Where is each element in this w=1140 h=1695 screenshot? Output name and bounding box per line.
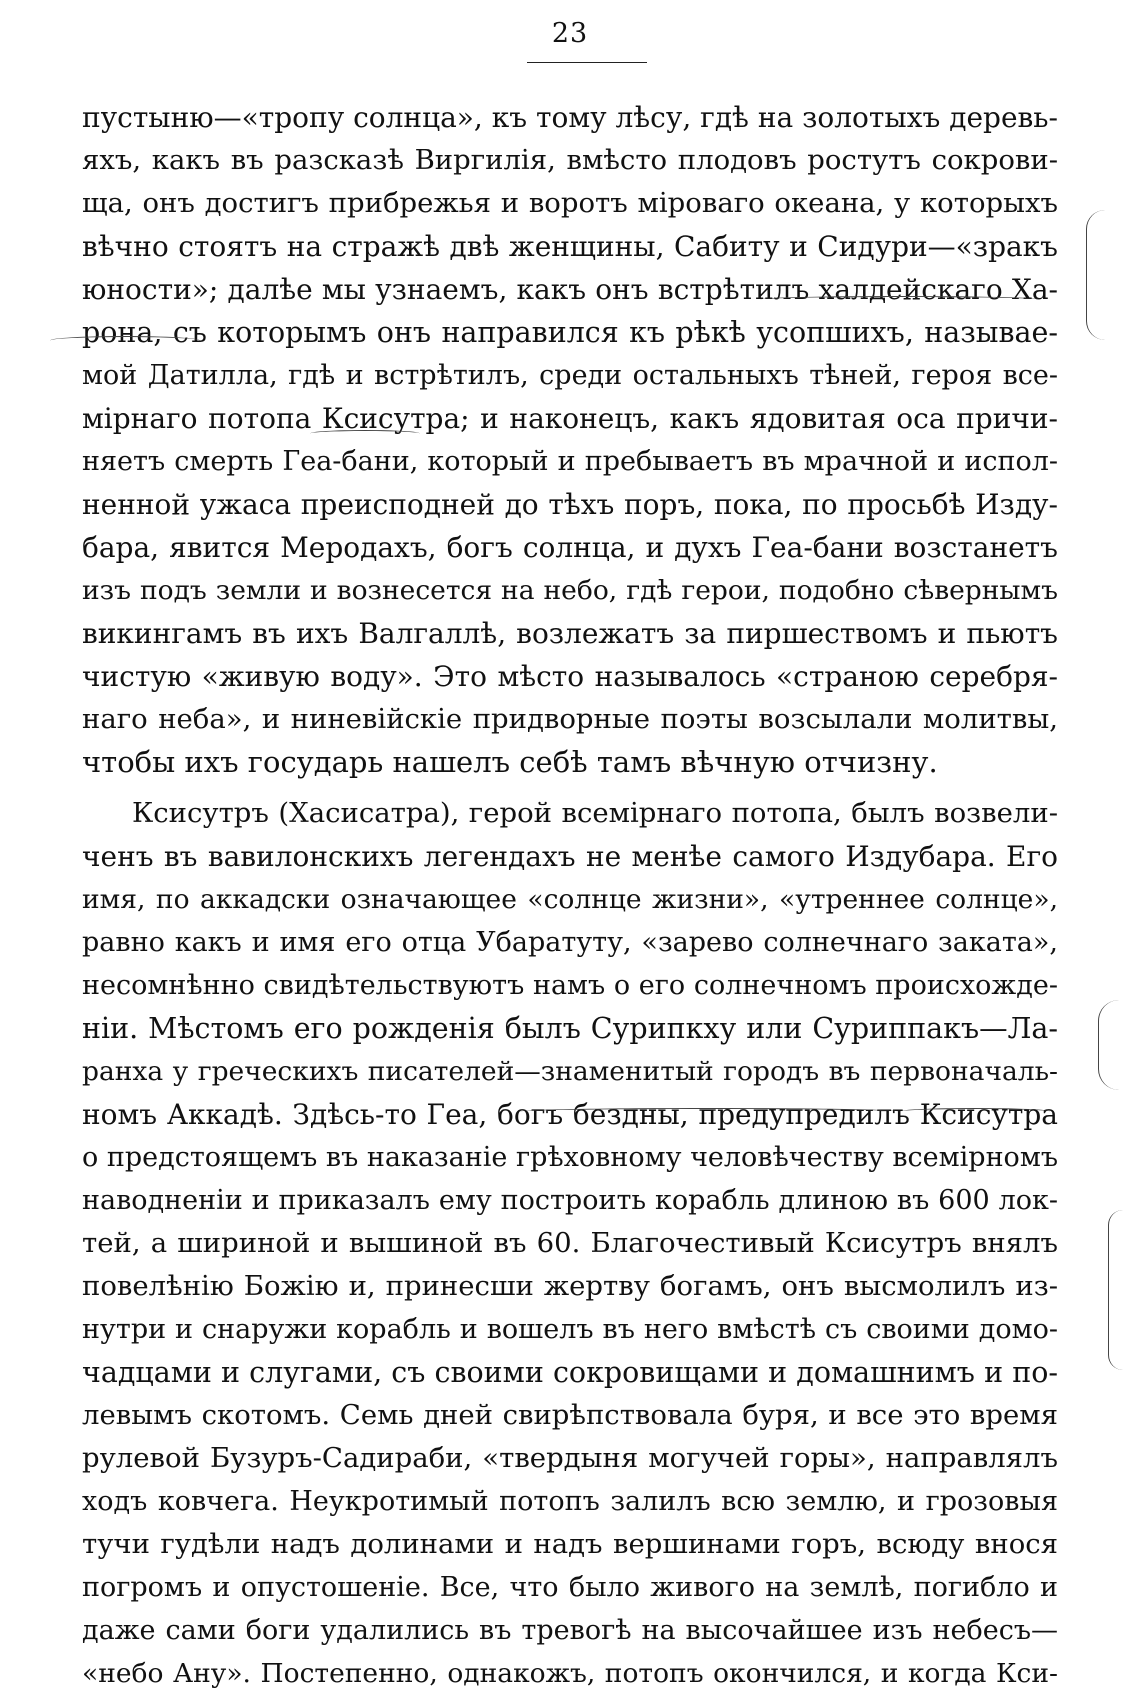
text-line: равно какъ и имя его отца Убаратуту, «зарево солнечнаго заката»,	[82, 927, 1058, 958]
text-line: повелѣнію Божію и, принесши жертву богамъ, онъ высмолилъ из-	[82, 1270, 1058, 1302]
text-line: чадцами и слугами, съ своими сокровищами и домашнимъ и по-	[82, 1356, 1058, 1389]
text-line: чтобы ихъ государь нашелъ себѣ тамъ вѣчную отчизну.	[82, 745, 938, 779]
text-line: рона, съ которымъ онъ направился къ рѣкѣ усопшихъ, называе-	[82, 316, 1058, 349]
text-line: ніи. Мѣстомъ его рожденія былъ Сурипкху или Суриппакъ—Ла-	[82, 1012, 1058, 1045]
header-rule	[527, 62, 647, 63]
underline-mark	[900, 1108, 1050, 1115]
text-line: ща, онъ достигъ прибрежья и воротъ міроваго океана, у которыхъ	[82, 187, 1058, 219]
underline-mark	[50, 336, 200, 345]
text-line: изъ подъ земли и вознесется на небо, гдѣ герои, подобно сѣвернымъ	[82, 575, 1058, 606]
text-line: наводненіи и приказалъ ему построить корабль длиною въ 600 лок-	[82, 1185, 1058, 1216]
text-line: даже сами боги удалились въ тревогѣ на высочайшее изъ небесъ—	[82, 1615, 1058, 1646]
margin-bracket-mark	[1098, 1000, 1119, 1090]
text-line: ненной ужаса преисподней до тѣхъ поръ, пока, по просьбѣ Изду-	[82, 488, 1058, 521]
underline-mark	[520, 1108, 900, 1115]
text-line: «небо Ану». Постепенно, однакожъ, потопъ окончился, и когда Кси-	[82, 1658, 1058, 1689]
margin-bracket-mark	[1086, 210, 1105, 340]
text-line: викингамъ въ ихъ Валгаллѣ, возлежатъ за пиршествомъ и пьютъ	[82, 617, 1058, 650]
text-line: нутри и снаружи корабль и вошелъ въ него вмѣстѣ съ своими домо-	[82, 1314, 1058, 1345]
body-text	[82, 96, 1058, 1695]
text-line: тей, а шириной и вышиной въ 60. Благочестивый Ксисутръ внялъ	[82, 1227, 1058, 1259]
text-line: мірнаго потопа Ксисутра; и наконецъ, какъ ядовитая оса причи-	[82, 402, 1058, 435]
text-line: чистую «живую воду». Это мѣсто называлось «страною серебря-	[82, 660, 1058, 693]
text-line: ходъ ковчега. Неукротимый потопъ залилъ всю землю, и грозовыя	[82, 1486, 1058, 1517]
text-line: наго неба», и ниневійскіе придворные поэты возсылали молитвы,	[82, 703, 1058, 735]
paragraph-gap	[82, 784, 1058, 792]
text-line: левымъ скотомъ. Семь дней свирѣпствовала буря, и все это время	[82, 1399, 1058, 1431]
text-line: вѣчно стоятъ на стражѣ двѣ женщины, Сабиту и Сидури—«зракъ	[82, 230, 1058, 263]
text-line: юности»; далѣе мы узнаемъ, какъ онъ встрѣтилъ халдейскаго Ха-	[82, 273, 1058, 306]
text-line: рулевой Бузуръ-Садираби, «твердыня могучей горы», направлялъ	[82, 1442, 1058, 1474]
text-line: няетъ смерть Геа-бани, который и пребываетъ въ мрачной и испол-	[82, 446, 1058, 477]
text-line: о предстоящемъ въ наказаніе грѣховному человѣчеству всемірномъ	[82, 1142, 1058, 1173]
page-number: 23	[551, 18, 589, 49]
text-line: бара, явится Меродахъ, богъ солнца, и духъ Геа-бани возстанетъ	[82, 531, 1058, 564]
text-line: погромъ и опустошеніе. Все, что было живого на землѣ, погибло и	[82, 1572, 1058, 1603]
underline-mark	[760, 296, 1040, 303]
margin-bracket-mark	[1108, 1210, 1123, 1370]
underline-mark	[310, 430, 420, 437]
text-line: пустыню—«тропу солнца», къ тому лѣсу, гдѣ на золотыхъ деревь-	[82, 101, 1058, 134]
text-line: имя, по аккадски означающее «солнце жизни», «утреннее солнце»,	[82, 884, 1058, 915]
text-line: несомнѣнно свидѣтельствуютъ намъ о его солнечномъ происхожде-	[82, 970, 1058, 1001]
text-line: яхъ, какъ въ разсказѣ Виргилія, вмѣсто плодовъ ростутъ сокрови-	[82, 144, 1058, 176]
text-line: Ксисутръ (Хасисатра), герой всемірнаго потопа, былъ возвели-	[132, 797, 1058, 829]
text-line: ченъ въ вавилонскихъ легендахъ не менѣе самого Издубара. Его	[82, 840, 1058, 873]
text-line: мой Датилла, гдѣ и встрѣтилъ, среди остальныхъ тѣней, героя все-	[82, 360, 1058, 391]
text-line: тучи гудѣли надъ долинами и надъ вершинами горъ, всюду внося	[82, 1528, 1058, 1560]
paragraph	[82, 792, 1058, 1695]
text-line: номъ Аккадѣ. Здѣсь-то Геа, богъ бездны, предупредилъ Ксисутра	[82, 1098, 1058, 1131]
paragraph	[82, 96, 1058, 784]
text-line: ранха у греческихъ писателей—знаменитый городъ въ первоначаль-	[82, 1056, 1058, 1087]
